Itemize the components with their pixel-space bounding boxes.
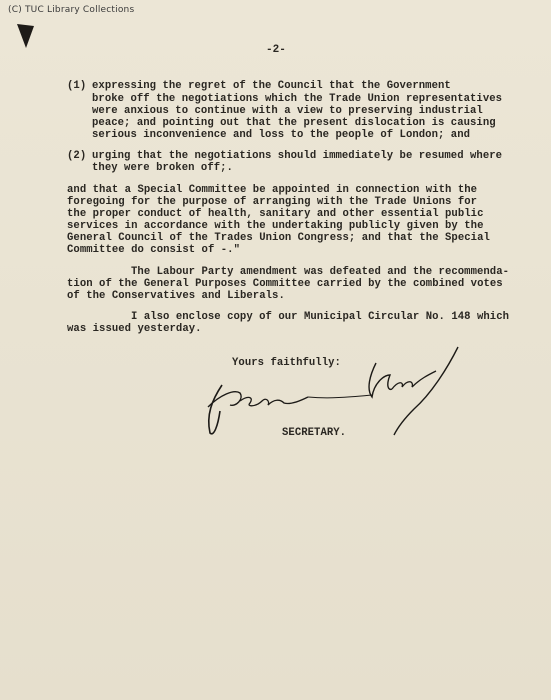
item-1-line: expressing the regret of the Council that the Government	[92, 80, 451, 92]
punch-hole-mark	[14, 22, 36, 50]
closing-salutation: Yours faithfully:	[232, 357, 341, 369]
committee-line: Committee do consist of -."	[67, 244, 240, 256]
committee-line: foregoing for the purpose of arranging with the Trade Unions for	[67, 196, 478, 208]
item-1-line: peace; and pointing out that the present dislocation is causing	[92, 117, 496, 129]
watermark: (C) TUC Library Collections	[8, 5, 135, 15]
circular-line: I also enclose copy of our Municipal Circular No. 148 which	[131, 311, 510, 323]
item-2-marker: (2)	[67, 150, 87, 162]
page-number: -2-	[266, 44, 286, 56]
committee-line: General Council of the Trades Union Congress; and that the Special	[67, 232, 490, 244]
circular-line: was issued yesterday.	[67, 323, 202, 335]
item-1-marker: (1)	[67, 80, 87, 92]
item-1-line: serious inconvenience and loss to the people of London; and	[92, 129, 471, 141]
committee-line: services in accordance with the undertaking publicly given by the	[67, 220, 484, 232]
committee-line: the proper conduct of health, sanitary and other essential public	[67, 208, 484, 220]
item-2-line: urging that the negotiations should immediately be resumed where	[92, 150, 503, 162]
amendment-line: tion of the General Purposes Committee carried by the combined votes	[67, 278, 503, 290]
amendment-line: The Labour Party amendment was defeated and the recommenda-	[131, 266, 510, 278]
amendment-line: of the Conservatives and Liberals.	[67, 290, 285, 302]
item-2-line: they were broken off;.	[92, 162, 233, 174]
item-1-line: broke off the negotiations which the Trade Union representatives	[92, 93, 503, 105]
handwritten-signature	[200, 345, 470, 440]
item-1-line: were anxious to continue with a view to preserving industrial	[92, 105, 483, 117]
committee-line: and that a Special Committee be appointed in connection with the	[67, 184, 478, 196]
signatory-title: SECRETARY.	[282, 427, 347, 439]
